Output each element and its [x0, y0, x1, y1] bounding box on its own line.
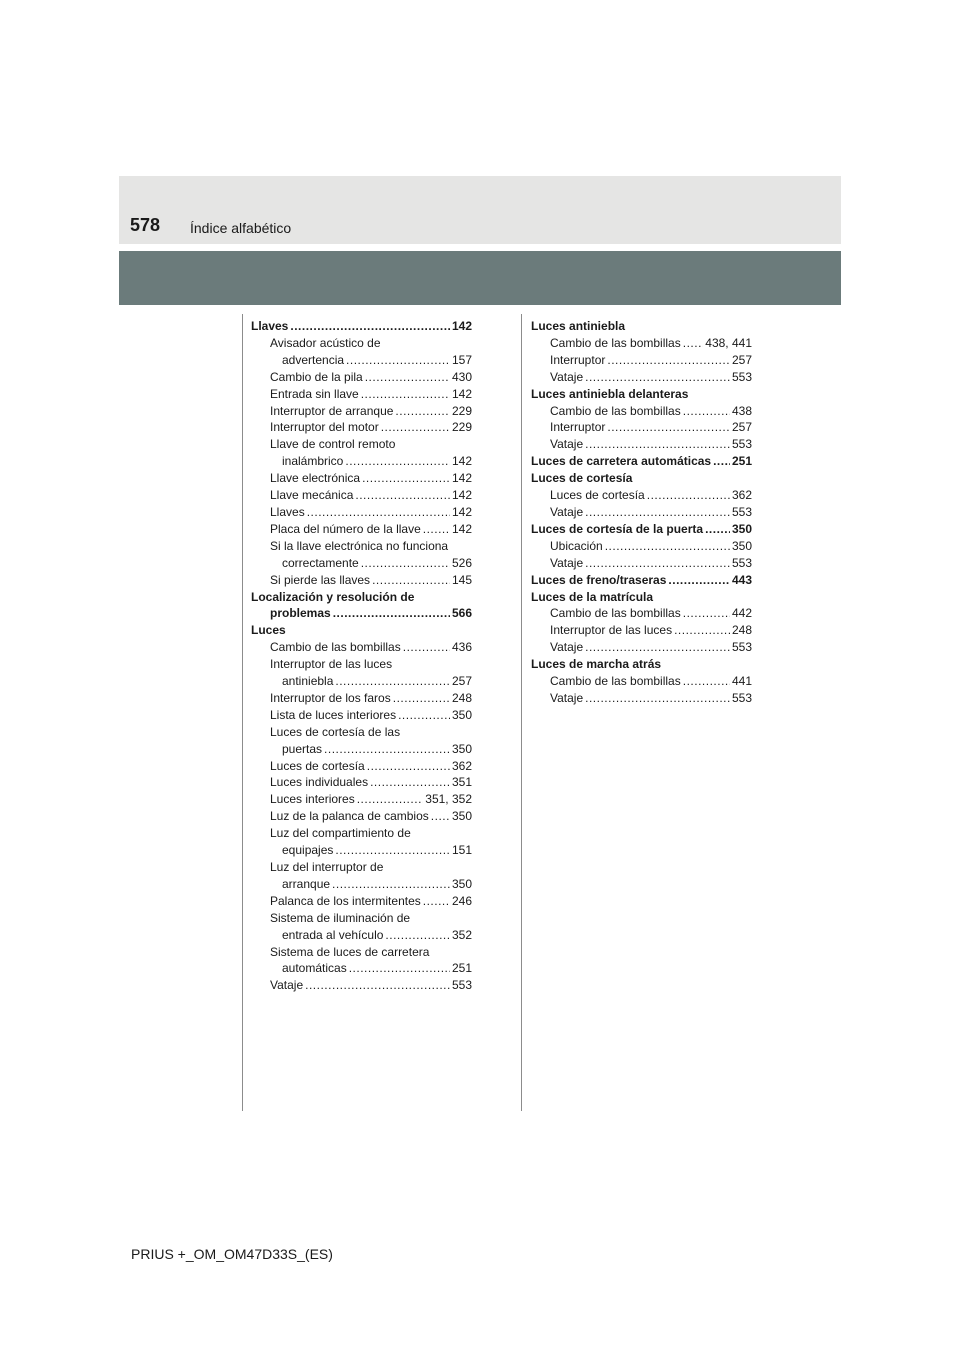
dot-leader [607, 352, 730, 369]
index-entry-text: Cambio de las bombillas [550, 674, 681, 689]
index-entry-text: Placa del número de la llave [270, 521, 421, 536]
index-entry-text: inalámbrico [282, 454, 344, 469]
dot-leader [605, 538, 730, 555]
index-entry-text: Localización y resolución de [251, 589, 415, 604]
index-entry [251, 318, 472, 335]
index-entry [251, 521, 472, 538]
dot-leader [290, 318, 450, 335]
index-entry [531, 436, 752, 453]
dot-leader [683, 673, 730, 690]
index-entry-text: Interruptor de los faros [270, 690, 391, 705]
dot-leader [398, 707, 450, 724]
index-entry-page: 553 [731, 555, 752, 570]
index-entry-text: Vataje [550, 640, 584, 655]
index-entry [531, 369, 752, 386]
index-entry-text: Llave de control remoto [270, 437, 396, 452]
dot-leader [332, 876, 450, 893]
index-entry [251, 470, 472, 487]
index-entry-text: Vataje [550, 369, 584, 384]
dot-leader [307, 504, 450, 521]
index-entry [251, 622, 472, 639]
index-entry-page: 553 [731, 504, 752, 519]
dot-leader [305, 977, 450, 994]
index-entry-page: 142 [451, 386, 472, 401]
index-entry-text: Lista de luces interiores [270, 707, 397, 722]
index-entry-page: 229 [451, 420, 472, 435]
index-entry-text: Luz de la palanca de cambios [270, 809, 429, 824]
index-entry-page: 553 [451, 978, 472, 993]
index-entry-page: 553 [731, 369, 752, 384]
index-entry-page: 438 [731, 403, 752, 418]
index-entry-page: 257 [731, 420, 752, 435]
index-entry [251, 453, 472, 470]
index-entry-text: Vataje [550, 504, 584, 519]
dot-leader [607, 419, 730, 436]
index-entry-page: 142 [451, 319, 472, 333]
index-entry-text: Luces antiniebla delanteras [531, 386, 689, 401]
index-entry-text: Llaves [251, 319, 289, 333]
index-entry-text: Luces antiniebla [531, 319, 626, 333]
index-entry-page: 430 [451, 369, 472, 384]
dot-leader [683, 335, 704, 352]
left-column-rule [242, 314, 243, 1111]
index-entry-page: 362 [451, 758, 472, 773]
index-entry-page: 350 [451, 876, 472, 891]
dot-leader [585, 436, 730, 453]
index-entry-page: 142 [451, 504, 472, 519]
index-entry [531, 318, 752, 335]
dot-leader [357, 791, 424, 808]
index-entry-page: 441 [731, 674, 752, 689]
index-entry-text: Luces de cortesía de las [270, 724, 401, 739]
index-entry-text: Sistema de iluminación de [270, 910, 411, 925]
index-entry [251, 960, 472, 977]
index-entry-text: Vataje [550, 690, 584, 705]
index-entry-text: Cambio de la pila [270, 369, 363, 384]
dot-leader [668, 572, 730, 589]
index-entry-page: 436 [451, 640, 472, 655]
index-entry-text: Luz del interruptor de [270, 860, 384, 874]
index-entry-text: Luces individuales [270, 775, 369, 790]
index-entry-text: entrada al vehículo [282, 927, 384, 942]
index-entry [531, 521, 752, 538]
dot-leader [370, 774, 450, 791]
dot-leader [324, 741, 450, 758]
dot-leader [393, 690, 450, 707]
index-entry [531, 538, 752, 555]
index-entry [251, 589, 472, 606]
index-entry-page: 142 [451, 488, 472, 503]
index-entry-text: arranque [282, 876, 331, 891]
index-entry-text: Si pierde las llaves [270, 572, 371, 587]
index-entry-text: advertencia [282, 352, 345, 367]
index-entry-page: 257 [731, 352, 752, 367]
index-entry [251, 386, 472, 403]
index-entry-text: Vataje [550, 555, 584, 570]
index-entry-page: 553 [731, 437, 752, 452]
dot-leader [345, 453, 450, 470]
index-entry-page: 350 [451, 707, 472, 722]
index-entry-page: 438, 441 [705, 335, 752, 350]
dot-leader [367, 758, 450, 775]
index-entry [251, 572, 472, 589]
index-entry [251, 758, 472, 775]
index-entry [251, 791, 472, 808]
index-entry-text: Llaves [270, 504, 305, 519]
index-entry-page: 526 [451, 555, 472, 570]
index-entry-page: 566 [451, 606, 472, 621]
dot-leader [674, 622, 730, 639]
index-entry [531, 589, 752, 606]
index-entry-page: 351, 352 [425, 792, 472, 807]
index-entry-page: 553 [731, 640, 752, 655]
index-entry-text: Luces de carretera automáticas [531, 454, 712, 469]
index-entry [251, 774, 472, 791]
index-entry [251, 893, 472, 910]
index-entry [251, 842, 472, 859]
dot-leader [585, 690, 730, 707]
index-entry [251, 487, 472, 504]
index-entry-text: puertas [282, 741, 323, 756]
index-entry-page: 350 [451, 809, 472, 824]
index-entry-text: Cambio de las bombillas [270, 640, 401, 655]
index-entry-page: 142 [451, 454, 472, 469]
index-entry [251, 403, 472, 420]
index-entry-text: Ubicación [550, 538, 603, 553]
index-entry-text: Luces interiores [270, 792, 355, 807]
index-entry-text: Vataje [270, 978, 304, 993]
index-entry-text: Luces de la matrícula [531, 589, 654, 604]
index-entry [251, 944, 472, 961]
index-entry [251, 335, 472, 352]
dot-leader [381, 419, 450, 436]
index-entry-text: equipajes [282, 843, 334, 858]
index-column-right [531, 318, 752, 707]
index-entry-text: Luces de cortesía [270, 758, 365, 773]
index-entry-text: Interruptor de arranque [270, 403, 394, 418]
index-entry-text: problemas [270, 606, 331, 621]
dot-leader [403, 639, 450, 656]
index-entry-page: 251 [731, 454, 752, 469]
dot-leader [335, 842, 450, 859]
dot-leader [423, 893, 450, 910]
index-entry [251, 538, 472, 555]
index-entry [251, 808, 472, 825]
index-entry-text: Avisador acústico de [270, 335, 381, 350]
index-entry-page: 251 [451, 961, 472, 976]
index-entry-text: Cambio de las bombillas [550, 606, 681, 621]
dot-leader [585, 369, 730, 386]
dot-leader [361, 555, 450, 572]
index-entry-text: Sistema de luces de carretera [270, 944, 430, 959]
index-entry [251, 605, 472, 622]
index-entry-page: 442 [731, 606, 752, 621]
index-entry [531, 572, 752, 589]
index-entry-text: Luces de cortesía [531, 471, 633, 486]
index-entry-text: Cambio de las bombillas [550, 403, 681, 418]
index-entry [251, 656, 472, 673]
index-entry-page: 352 [451, 927, 472, 942]
index-entry [531, 419, 752, 436]
index-entry [531, 453, 752, 470]
dot-leader [713, 453, 730, 470]
index-entry [531, 639, 752, 656]
index-entry-text: Vataje [550, 437, 584, 452]
header-band [119, 251, 841, 305]
index-entry [531, 555, 752, 572]
index-entry [251, 419, 472, 436]
index-entry-text: Cambio de las bombillas [550, 335, 681, 350]
index-entry-page: 351 [451, 775, 472, 790]
dot-leader [705, 521, 730, 538]
dot-leader [362, 470, 450, 487]
dot-leader [333, 605, 450, 622]
index-entry-page: 443 [731, 572, 752, 587]
dot-leader [683, 605, 730, 622]
index-entry [531, 352, 752, 369]
index-entry-text: Si la llave electrónica no funciona [270, 538, 449, 553]
index-entry-text: Interruptor de las luces [550, 623, 673, 638]
index-entry-page: 257 [451, 674, 472, 689]
dot-leader [431, 808, 450, 825]
index-entry [251, 977, 472, 994]
index-entry-page: 553 [731, 690, 752, 705]
index-entry [531, 656, 752, 673]
index-entry-text: Interruptor de las luces [270, 657, 393, 672]
index-entry [531, 690, 752, 707]
index-entry [251, 724, 472, 741]
index-entry [251, 859, 472, 876]
right-column-rule [521, 314, 522, 1111]
index-entry-page: 142 [451, 471, 472, 486]
dot-leader [585, 555, 730, 572]
index-entry-text: Interruptor [550, 352, 606, 367]
dot-leader [683, 403, 730, 420]
index-entry [251, 741, 472, 758]
index-entry [251, 927, 472, 944]
index-entry-page: 157 [451, 352, 472, 367]
index-entry-page: 248 [731, 623, 752, 638]
index-entry [251, 910, 472, 927]
index-entry-page: 142 [451, 521, 472, 536]
index-entry [251, 352, 472, 369]
index-entry [251, 436, 472, 453]
index-entry [251, 369, 472, 386]
index-entry-text: correctamente [282, 555, 359, 570]
index-entry-page: 350 [451, 741, 472, 756]
index-entry-page: 362 [731, 488, 752, 503]
index-entry [531, 386, 752, 403]
index-entry [531, 504, 752, 521]
section-title: Índice alfabético [190, 220, 292, 236]
index-entry-text: Luces de freno/traseras [531, 572, 667, 587]
index-entry-text: Luces de marcha atrás [531, 657, 662, 672]
dot-leader [346, 352, 450, 369]
document-code: PRIUS +_OM_OM47D33S_(ES) [131, 1246, 333, 1262]
dot-leader [585, 639, 730, 656]
index-entry-text: Llave electrónica [270, 471, 361, 486]
index-entry [251, 825, 472, 842]
index-entry-text: Luz del compartimiento de [270, 826, 411, 841]
index-entry [251, 707, 472, 724]
index-entry-text: Interruptor del motor [270, 420, 379, 435]
index-entry-text: antiniebla [282, 674, 334, 689]
index-entry-text: Interruptor [550, 420, 606, 435]
dot-leader [385, 927, 450, 944]
index-entry-page: 350 [731, 538, 752, 553]
index-entry [251, 504, 472, 521]
index-entry-page: 246 [451, 893, 472, 908]
index-entry [531, 403, 752, 420]
index-entry [531, 605, 752, 622]
index-entry [251, 673, 472, 690]
dot-leader [395, 403, 450, 420]
index-column-left [251, 318, 472, 994]
index-entry-text: Llave mecánica [270, 488, 354, 503]
index-entry-text: automáticas [282, 961, 347, 976]
dot-leader [647, 487, 730, 504]
dot-leader [355, 487, 450, 504]
index-entry-text: Luces de cortesía [550, 488, 645, 503]
index-entry [251, 876, 472, 893]
dot-leader [349, 960, 450, 977]
dot-leader [335, 673, 450, 690]
index-entry-page: 151 [451, 843, 472, 858]
index-entry-page: 145 [451, 572, 472, 587]
index-entry-page: 350 [731, 521, 752, 536]
dot-leader [365, 369, 450, 386]
index-entry-text: Luces [251, 623, 286, 638]
index-entry [251, 690, 472, 707]
index-entry [531, 622, 752, 639]
index-entry-page: 248 [451, 690, 472, 705]
index-entry-page: 229 [451, 403, 472, 418]
index-entry [531, 673, 752, 690]
index-entry-text: Entrada sin llave [270, 386, 359, 401]
dot-leader [585, 504, 730, 521]
index-entry [531, 470, 752, 487]
dot-leader [372, 572, 450, 589]
dot-leader [361, 386, 450, 403]
index-entry-text: Luces de cortesía de la puerta [531, 521, 704, 536]
index-entry [531, 335, 752, 352]
index-entry-text: Palanca de los intermitentes [270, 893, 421, 908]
page-number: 578 [130, 215, 161, 235]
index-entry [531, 487, 752, 504]
index-entry [251, 555, 472, 572]
index-entry [251, 639, 472, 656]
dot-leader [423, 521, 450, 538]
